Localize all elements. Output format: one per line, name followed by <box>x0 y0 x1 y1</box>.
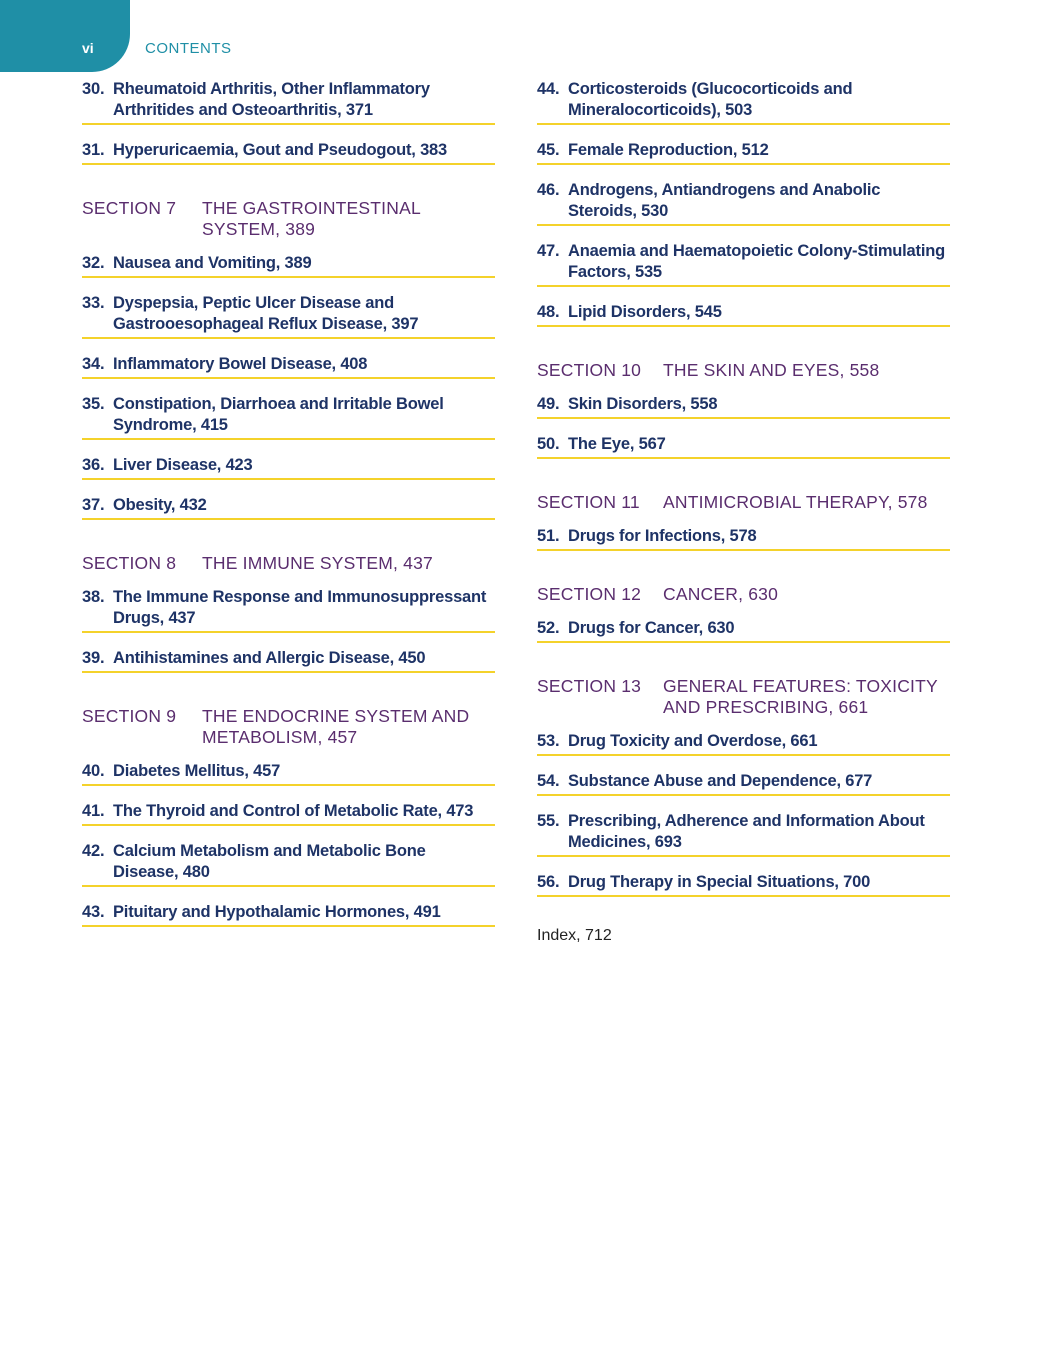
toc-entry[interactable] <box>82 293 495 339</box>
chapter-number: 48. <box>537 303 560 321</box>
section-label: SECTION 11 <box>537 492 640 512</box>
chapter-title: Inflammatory Bowel Disease, 408 <box>113 355 368 373</box>
chapter-number: 44. <box>537 80 560 98</box>
chapter-title: Corticosteroids (Glucocorticoids and Mineralocorticoids), 503 <box>568 80 853 119</box>
chapter-number: 33. <box>82 294 105 312</box>
toc-entry[interactable] <box>82 495 495 520</box>
toc-entry[interactable] <box>82 394 495 440</box>
toc-entry[interactable] <box>82 455 495 480</box>
chapter-number: 45. <box>537 141 560 159</box>
chapter-number: 43. <box>82 903 105 921</box>
chapter-title: Calcium Metabolism and Metabolic Bone Disease, 480 <box>113 842 426 881</box>
chapter-title: Drugs for Cancer, 630 <box>568 619 735 637</box>
running-head: CONTENTS <box>145 40 232 57</box>
chapter-number: 49. <box>537 395 560 413</box>
chapter-title: Substance Abuse and Dependence, 677 <box>568 772 873 790</box>
section-label: SECTION 10 <box>537 360 642 380</box>
chapter-title: Nausea and Vomiting, 389 <box>113 254 312 272</box>
section-label: SECTION 12 <box>537 584 642 604</box>
section-label: SECTION 13 <box>537 676 642 696</box>
toc-entry[interactable] <box>82 902 495 927</box>
chapter-number: 56. <box>537 873 560 891</box>
chapter-title: Lipid Disorders, 545 <box>568 303 722 321</box>
section-title: THE SKIN AND EYES, 558 <box>663 360 880 380</box>
toc-entry[interactable] <box>537 526 950 551</box>
chapter-number: 41. <box>82 802 105 820</box>
chapter-number: 55. <box>537 812 560 830</box>
chapter-title: Obesity, 432 <box>113 496 207 514</box>
section-title: THE ENDOCRINE SYSTEM AND METABOLISM, 457 <box>202 706 470 747</box>
section-label: SECTION 9 <box>82 706 177 726</box>
toc-entry[interactable] <box>82 648 495 673</box>
chapter-number: 40. <box>82 762 105 780</box>
section-heading[interactable] <box>82 198 495 240</box>
toc-entry[interactable] <box>537 394 950 419</box>
section-title: GENERAL FEATURES: TOXICITY AND PRESCRIBING, 661 <box>663 676 938 717</box>
chapter-number: 50. <box>537 435 560 453</box>
toc-entry[interactable] <box>537 180 950 226</box>
toc-entry[interactable] <box>82 841 495 887</box>
chapter-title: Constipation, Diarrhoea and Irritable Bowel Syndrome, 415 <box>113 395 444 434</box>
toc-entry[interactable] <box>537 618 950 643</box>
chapter-number: 32. <box>82 254 105 272</box>
chapter-number: 35. <box>82 395 105 413</box>
chapter-title: Rheumatoid Arthritis, Other Inflammatory Arthritides and Osteoarthritis, 371 <box>113 80 430 119</box>
section-heading[interactable] <box>82 706 495 748</box>
contents-column-left <box>82 79 495 942</box>
chapter-title: The Thyroid and Control of Metabolic Rate, 473 <box>113 802 474 820</box>
toc-entry[interactable] <box>537 302 950 327</box>
chapter-title: Drug Toxicity and Overdose, 661 <box>568 732 818 750</box>
toc-entry[interactable] <box>82 761 495 786</box>
section-title: ANTIMICROBIAL THERAPY, 578 <box>663 492 928 512</box>
toc-entry[interactable] <box>82 79 495 125</box>
chapter-title: Drugs for Infections, 578 <box>568 527 757 545</box>
toc-entry[interactable] <box>537 872 950 897</box>
chapter-number: 42. <box>82 842 105 860</box>
toc-entry[interactable] <box>537 731 950 756</box>
section-title: CANCER, 630 <box>663 584 779 604</box>
section-title: THE GASTROINTESTINAL SYSTEM, 389 <box>202 198 421 239</box>
chapter-title: Anaemia and Haematopoietic Colony-Stimulating Factors, 535 <box>568 242 945 281</box>
chapter-title: Drug Therapy in Special Situations, 700 <box>568 873 871 891</box>
chapter-number: 46. <box>537 181 560 199</box>
chapter-title: Female Reproduction, 512 <box>568 141 769 159</box>
section-heading[interactable] <box>82 553 495 574</box>
chapter-number: 53. <box>537 732 560 750</box>
toc-entry[interactable] <box>537 434 950 459</box>
toc-entry[interactable] <box>82 587 495 633</box>
chapter-number: 31. <box>82 141 105 159</box>
chapter-number: 51. <box>537 527 560 545</box>
chapter-title: The Eye, 567 <box>568 435 666 453</box>
chapter-title: The Immune Response and Immunosuppressant Drugs, 437 <box>113 588 487 627</box>
chapter-title: Prescribing, Adherence and Information About Medicines, 693 <box>568 812 925 851</box>
chapter-title: Dyspepsia, Peptic Ulcer Disease and Gastrooesophageal Reflux Disease, 397 <box>113 294 419 333</box>
chapter-title: Pituitary and Hypothalamic Hormones, 491 <box>113 903 441 921</box>
chapter-number: 37. <box>82 496 105 514</box>
section-title: THE IMMUNE SYSTEM, 437 <box>202 553 433 573</box>
chapter-title: Hyperuricaemia, Gout and Pseudogout, 383 <box>113 141 447 159</box>
toc-entry[interactable] <box>82 354 495 379</box>
toc-entry[interactable] <box>82 140 495 165</box>
index-entry[interactable]: Index, 712 <box>537 927 612 944</box>
section-label: SECTION 8 <box>82 553 177 573</box>
chapter-title: Diabetes Mellitus, 457 <box>113 762 281 780</box>
chapter-number: 34. <box>82 355 105 373</box>
section-heading[interactable] <box>537 584 950 605</box>
toc-entry[interactable] <box>537 140 950 165</box>
chapter-number: 39. <box>82 649 105 667</box>
chapter-number: 52. <box>537 619 560 637</box>
page-number: vi <box>82 40 94 56</box>
toc-entry[interactable] <box>537 241 950 287</box>
chapter-number: 47. <box>537 242 560 260</box>
section-label: SECTION 7 <box>82 198 177 218</box>
toc-entry[interactable] <box>82 801 495 826</box>
chapter-number: 38. <box>82 588 105 606</box>
chapter-title: Androgens, Antiandrogens and Anabolic Steroids, 530 <box>568 181 881 220</box>
chapter-number: 36. <box>82 456 105 474</box>
toc-entry[interactable] <box>537 771 950 796</box>
contents-column-right <box>537 79 950 946</box>
toc-entry[interactable] <box>537 811 950 857</box>
chapter-title: Liver Disease, 423 <box>113 456 253 474</box>
section-heading[interactable] <box>537 360 950 381</box>
chapter-number: 54. <box>537 772 560 790</box>
section-heading[interactable] <box>537 492 950 513</box>
page-tab <box>0 0 130 72</box>
chapter-title: Antihistamines and Allergic Disease, 450 <box>113 649 426 667</box>
chapter-number: 30. <box>82 80 105 98</box>
toc-entry[interactable] <box>537 79 950 125</box>
chapter-title: Skin Disorders, 558 <box>568 395 718 413</box>
section-heading[interactable] <box>537 676 950 718</box>
toc-entry[interactable] <box>82 253 495 278</box>
